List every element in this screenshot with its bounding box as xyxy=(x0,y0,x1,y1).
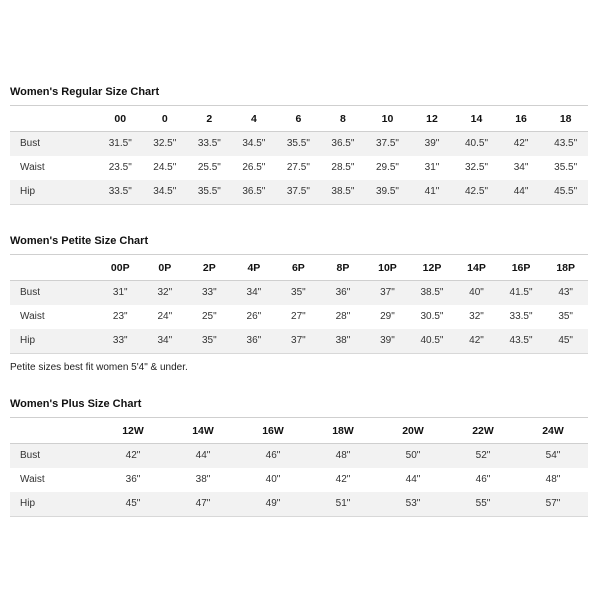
table-cell: 52" xyxy=(475,450,491,462)
table-cell: 27" xyxy=(291,311,306,322)
size-header: 14 xyxy=(470,112,483,125)
table-cell: 37" xyxy=(380,287,395,299)
table-cell: 53" xyxy=(405,498,421,509)
table-row xyxy=(10,180,588,204)
table-cell: 43.5" xyxy=(509,335,533,346)
size-header: 22W xyxy=(472,424,494,437)
table-row xyxy=(10,156,588,180)
table-cell: 32" xyxy=(157,287,173,299)
table-cell: 33" xyxy=(112,335,128,346)
size-header: 8 xyxy=(340,112,346,125)
table-cell: 34" xyxy=(246,287,262,299)
table-row xyxy=(10,281,588,305)
table-cell: 45" xyxy=(558,335,573,346)
table-cell: 38.5" xyxy=(420,287,444,299)
table-cell: 35.5" xyxy=(286,138,310,150)
table-cell: 34.5" xyxy=(153,186,177,197)
table-cell: 36.5" xyxy=(242,186,266,197)
table-cell: 47" xyxy=(195,498,211,509)
table-cell: 26.5" xyxy=(242,162,266,173)
table-cell: 40" xyxy=(469,287,484,299)
table-cell: 44" xyxy=(405,474,421,485)
table-cell: 24" xyxy=(157,311,173,322)
table-cell: 35.5" xyxy=(554,162,578,173)
table-cell: 38.5" xyxy=(331,186,355,197)
table-cell: 41.5" xyxy=(509,287,533,299)
table-cell: 42" xyxy=(513,138,529,150)
table-cell: 51" xyxy=(335,498,351,509)
size-header: 18W xyxy=(332,424,354,437)
table-cell: 43" xyxy=(558,287,573,299)
table-cell: 48" xyxy=(335,450,351,462)
petite-size-table xyxy=(10,254,588,353)
regular-size-chart xyxy=(10,85,588,205)
size-header: 10 xyxy=(381,112,394,125)
size-header: 14P xyxy=(467,261,486,274)
table-cell: 57" xyxy=(545,498,561,509)
regular-chart-title: Women's Regular Size Chart xyxy=(10,86,160,98)
size-header: 2 xyxy=(206,112,213,125)
size-header: 8P xyxy=(336,261,350,274)
petite-size-chart xyxy=(10,234,588,373)
table-cell: 45" xyxy=(125,498,141,509)
table-row xyxy=(10,468,588,492)
size-header: 4 xyxy=(250,112,257,125)
row-label: Hip xyxy=(20,335,36,346)
table-cell: 36" xyxy=(335,287,351,299)
table-cell: 28.5" xyxy=(331,162,355,173)
table-cell: 25.5" xyxy=(197,162,221,173)
table-cell: 33.5" xyxy=(509,311,533,322)
size-header: 10P xyxy=(378,261,397,274)
table-cell: 42" xyxy=(125,450,141,462)
table-cell: 48" xyxy=(545,474,561,485)
size-header: 18 xyxy=(559,112,572,125)
size-header: 6 xyxy=(295,112,302,125)
size-header: 24W xyxy=(542,424,564,437)
table-cell: 36.5" xyxy=(331,138,355,150)
petite-chart-title: Women's Petite Size Chart xyxy=(10,235,149,247)
row-label: Hip xyxy=(20,186,36,197)
table-cell: 33.5" xyxy=(197,138,221,150)
table-cell: 36" xyxy=(125,474,141,485)
size-header: 18P xyxy=(556,261,575,274)
table-cell: 35" xyxy=(201,335,217,346)
table-cell: 45.5" xyxy=(554,186,578,197)
table-cell: 32" xyxy=(469,311,484,322)
size-header: 16W xyxy=(262,424,284,437)
table-cell: 40" xyxy=(265,474,281,485)
size-header: 6P xyxy=(291,261,305,274)
table-cell: 44" xyxy=(195,450,211,462)
size-header: 20W xyxy=(402,424,424,437)
table-cell: 34" xyxy=(157,335,173,346)
table-cell: 34" xyxy=(513,162,529,173)
table-cell: 39" xyxy=(380,335,395,346)
size-header: 0P xyxy=(158,261,172,274)
table-cell: 32.5" xyxy=(153,138,177,150)
corner-cell xyxy=(10,106,98,132)
table-cell: 29" xyxy=(380,311,395,322)
table-cell: 25" xyxy=(201,311,217,322)
table-cell: 35" xyxy=(291,287,306,299)
table-cell: 26" xyxy=(246,311,262,322)
table-cell: 37" xyxy=(291,335,306,346)
corner-cell xyxy=(10,418,98,444)
table-cell: 31.5" xyxy=(108,138,132,150)
table-cell: 29.5" xyxy=(375,162,399,173)
corner-cell xyxy=(10,255,98,281)
table-cell: 33" xyxy=(201,287,217,299)
table-cell: 38" xyxy=(335,335,351,346)
table-cell: 46" xyxy=(265,450,281,462)
table-cell: 49" xyxy=(265,498,281,509)
table-cell: 36" xyxy=(246,335,262,346)
table-cell: 41" xyxy=(424,186,440,197)
table-cell: 32.5" xyxy=(465,162,489,173)
size-header: 4P xyxy=(247,261,261,274)
size-header: 00 xyxy=(114,112,127,125)
table-cell: 34.5" xyxy=(242,138,266,150)
regular-size-table xyxy=(10,105,588,204)
table-cell: 27.5" xyxy=(286,162,310,173)
table-cell: 38" xyxy=(195,474,211,485)
plus-size-table xyxy=(10,417,588,516)
table-cell: 33.5" xyxy=(108,186,132,197)
table-cell: 37.5" xyxy=(375,138,399,150)
table-cell: 43.5" xyxy=(554,138,578,150)
table-cell: 23.5" xyxy=(108,162,132,173)
table-header-row xyxy=(10,418,588,444)
row-label: Bust xyxy=(20,450,41,462)
size-header: 2P xyxy=(202,261,216,274)
size-header: 12 xyxy=(426,112,438,125)
table-cell: 35.5" xyxy=(197,186,221,197)
table-cell: 42.5" xyxy=(465,186,489,197)
table-row xyxy=(10,492,588,516)
size-header: 0 xyxy=(161,112,168,125)
table-cell: 42" xyxy=(469,335,484,346)
plus-chart-title: Women's Plus Size Chart xyxy=(10,398,142,410)
table-cell: 42" xyxy=(335,474,351,485)
table-cell: 31" xyxy=(424,162,440,173)
size-header: 12P xyxy=(422,261,442,274)
row-label: Bust xyxy=(20,138,41,150)
size-header: 14W xyxy=(192,424,214,437)
table-row xyxy=(10,329,588,353)
table-cell: 46" xyxy=(475,474,491,485)
size-header: 12W xyxy=(122,424,144,437)
table-cell: 40.5" xyxy=(465,138,489,150)
row-label: Waist xyxy=(20,474,45,485)
table-cell: 23" xyxy=(112,311,128,322)
table-header-row xyxy=(10,106,588,132)
table-cell: 44" xyxy=(513,186,529,197)
size-header: 16 xyxy=(515,112,527,125)
table-cell: 31" xyxy=(112,287,128,299)
plus-size-chart xyxy=(10,397,588,517)
table-cell: 40.5" xyxy=(420,335,444,346)
row-label: Waist xyxy=(20,311,45,322)
table-cell: 37.5" xyxy=(286,186,310,197)
table-cell: 39.5" xyxy=(375,186,399,197)
table-cell: 24.5" xyxy=(153,162,177,173)
table-cell: 55" xyxy=(475,498,491,509)
table-header-row xyxy=(10,255,588,281)
table-cell: 54" xyxy=(545,450,561,462)
row-label: Bust xyxy=(20,287,41,299)
table-cell: 30.5" xyxy=(420,311,444,322)
table-row xyxy=(10,444,588,468)
table-cell: 39" xyxy=(424,138,440,150)
size-header: 00P xyxy=(110,261,130,274)
petite-fit-note: Petite sizes best fit women 5'4" & under. xyxy=(10,361,188,373)
row-label: Hip xyxy=(20,498,36,509)
size-header: 16P xyxy=(511,261,531,274)
table-row xyxy=(10,132,588,156)
row-label: Waist xyxy=(20,162,45,173)
table-cell: 35" xyxy=(558,311,573,322)
table-row xyxy=(10,305,588,329)
table-cell: 28" xyxy=(335,311,351,322)
table-cell: 50" xyxy=(405,450,421,462)
